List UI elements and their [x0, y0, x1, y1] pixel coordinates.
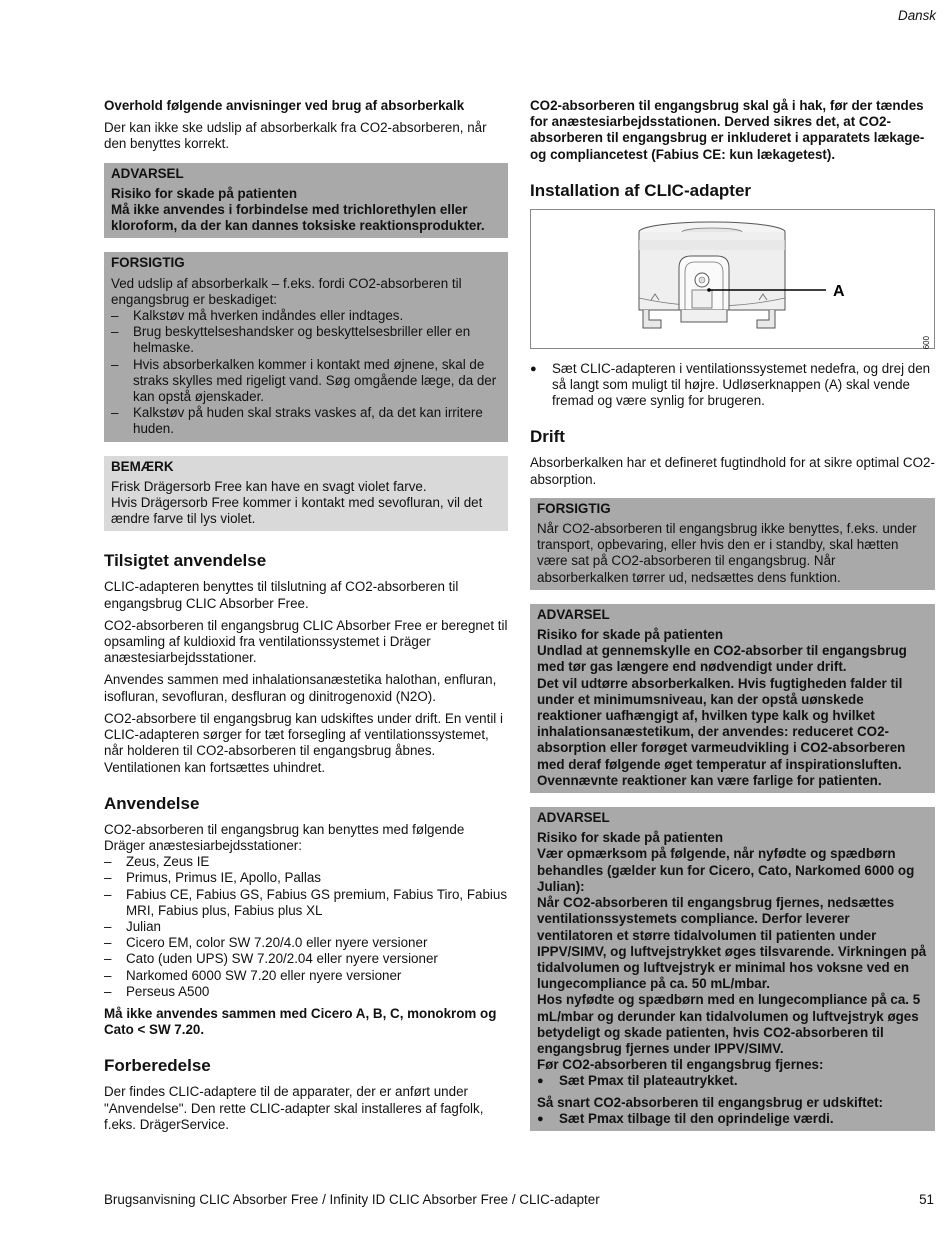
- left-column: [104, 98, 508, 1139]
- section-heading-use: Anvendelse: [104, 793, 200, 813]
- list-item: – Zeus, Zeus IE: [104, 854, 210, 870]
- warning-text: Må ikke anvendes i forbindelse med trichlorethylen eller kloroform, da der kan dannes toksiske reaktionsprodukter.: [111, 202, 485, 234]
- section-heading-intended-use: Tilsigtet anvendelse: [104, 551, 267, 571]
- note-box: [104, 456, 508, 532]
- bullet-item: ● Sæt CLIC-adapteren i ventilationssystemet nedefra, og drej den så langt som muligt til højre. Udløserknappen (A) skal vende fremad og være synlig for brugeren.: [530, 360, 931, 409]
- caution-box-1: [104, 252, 508, 441]
- top-bold-paragraph: CO2-absorberen til engangsbrug skal gå i hak, før der tændes for anæstesiarbejdsstationen. Derved sikres det, at CO2-absorberen til engangsbrug er inkluderet i apparatets lækage- og compliancetest (Fabius CE: kun lækagetest).: [530, 98, 925, 162]
- list-item: – Primus, Primus IE, Apollo, Pallas: [104, 870, 321, 886]
- page-number: 51: [919, 1192, 934, 1207]
- footer-title: Brugsanvisning CLIC Absorber Free / Infinity ID CLIC Absorber Free / CLIC-adapter: [104, 1192, 600, 1207]
- caution-title: FORSIGTIG: [537, 500, 611, 516]
- warning-title: ADVARSEL: [537, 810, 610, 826]
- section-heading-preparation: Forberedelse: [104, 1056, 211, 1076]
- warning-text: Så snart CO2-absorberen til engangsbrug er udskiftet:: [537, 1094, 883, 1110]
- list-item: – Narkomed 6000 SW 7.20 eller nyere versioner: [104, 967, 402, 983]
- list-item: – Cicero EM, color SW 7.20/4.0 eller nyere versioner: [104, 935, 428, 951]
- warning-box-3: [530, 807, 935, 1131]
- intro-text: Der kan ikke ske udslip af absorberkalk fra CO2-absorberen, når den benyttes korrekt.: [104, 120, 487, 152]
- caution-box-2: [530, 498, 935, 590]
- paragraph: Absorberkalken har et defineret fugtindhold for at sikre optimal CO2-absorption.: [530, 455, 935, 487]
- language-label: Dansk: [898, 8, 936, 23]
- warning-subtitle: Risiko for skade på patienten: [537, 830, 724, 846]
- warning-subtitle: Risiko for skade på patienten: [111, 185, 298, 201]
- paragraph: Anvendes sammen med inhalationsanæstetika halothan, enfluran, isofluran, sevofluran, desfluran og dinitrogenoxid (N2O).: [104, 672, 497, 704]
- warning-box-1: [104, 163, 508, 239]
- list-item: – Kalkstøv på huden skal straks vaskes af, da det kan irritere huden.: [111, 405, 483, 437]
- warning-text: Undlad at gennemskylle en CO2-absorber til engangsbrug med tør gas længere end nødvendigt under drift.: [537, 643, 907, 675]
- use-intro: CO2-absorberen til engangsbrug kan benyttes med følgende Dräger anæstesiarbejdsstationer:: [104, 821, 465, 853]
- note-line-2: Hvis Drägersorb Free kommer i kontakt med sevofluran, vil det ændre farve til lys violet.: [111, 495, 483, 527]
- warning-title: ADVARSEL: [537, 606, 610, 622]
- note-line-1: Frisk Drägersorb Free kan have en svagt violet farve.: [111, 478, 427, 494]
- list-item: – Hvis absorberkalken kommer i kontakt med øjnene, skal de straks skylles med rigeligt vand. Søg omgående læge, da der kan opstå øjenskader.: [111, 356, 497, 405]
- paragraph: Der findes CLIC-adaptere til de apparater, der er anført under "Anvendelse". Den rette CLIC-adapter skal installeres af fagfolk, f.eks. DrägerService.: [104, 1084, 484, 1132]
- caution-title: FORSIGTIG: [111, 255, 185, 271]
- caution-text: Når CO2-absorberen til engangsbrug ikke benyttes, f.eks. under transport, opbevaring, eller hvis den er i standby, skal hætten være sat på CO2-absorberen til engangsbrug. Når absorberkalken tørrer ud, nedsættes dens funktion.: [537, 521, 917, 585]
- intro-heading: Overhold følgende anvisninger ved brug af absorberkalk: [104, 98, 465, 113]
- clic-adapter-illustration: [531, 210, 934, 348]
- list-item: – Cato (uden UPS) SW 7.20/2.04 eller nyere versioner: [104, 951, 438, 967]
- warning-box-2: [530, 604, 935, 793]
- figure-callout-label: A: [833, 282, 845, 300]
- warning-text: Før CO2-absorberen til engangsbrug fjernes:: [537, 1057, 824, 1073]
- figure-number: 009: [921, 336, 930, 350]
- warning-subtitle: Risiko for skade på patienten: [537, 627, 724, 643]
- list-item: – Julian: [104, 918, 161, 934]
- section-heading-installation: Installation af CLIC-adapter: [530, 180, 752, 200]
- use-restriction: Må ikke anvendes sammen med Cicero A, B, C, monokrom og Cato < SW 7.20.: [104, 1005, 497, 1038]
- paragraph: CO2-absorberen til engangsbrug CLIC Absorber Free er beregnet til opsamling af kuldioxid fra ventilationssystemet i Dräger anæstesiarbejdsstationer.: [104, 617, 508, 666]
- note-title: BEMÆRK: [111, 458, 174, 474]
- list-item: – Brug beskyttelseshandsker og beskyttelsesbriller eller en helmaske.: [111, 324, 471, 356]
- list-item: – Perseus A500: [104, 983, 210, 999]
- paragraph: CLIC-adapteren benyttes til tilslutning af CO2-absorberen til engangsbrug CLIC Absorber Free.: [104, 579, 459, 611]
- clic-adapter-figure: [530, 209, 935, 349]
- right-column: [530, 98, 935, 1145]
- list-item: – Kalkstøv må hverken indåndes eller indtages.: [111, 308, 404, 324]
- warning-text: Når CO2-absorberen til engangsbrug fjernes, nedsættes ventilationssystemets compliance. Derfor leverer ventilatoren et større tidalvolumen til patienten under IPPV/SIMV, og luftvejstrykket øges tilsvarende. Virkningen på tidalvolumen og luftvejstryk er minimal hos voksne ved en lungecompliance på ca. 50 mL/mbar.: [537, 895, 927, 992]
- warning-title: ADVARSEL: [111, 165, 184, 181]
- section-heading-operation: Drift: [530, 427, 565, 447]
- caution-text: Ved udslip af absorberkalk – f.eks. fordi CO2-absorberen til engangsbrug er beskadiget:: [111, 275, 462, 307]
- bullet-item: ● Sæt Pmax tilbage til den oprindelige værdi.: [537, 1110, 834, 1126]
- bullet-item: ● Sæt Pmax til plateautrykket.: [537, 1073, 738, 1089]
- paragraph: CO2-absorbere til engangsbrug kan udskiftes under drift. En ventil i CLIC-adapteren sørger for tæt forsegling af ventilationssystemet, når holderen til CO2-absorberen til engangsbrug åbnes. Ventilationen kan fortsættes uhindret.: [104, 710, 503, 775]
- warning-text: Hos nyfødte og spædbørn med en lungecompliance på ca. 5 mL/mbar og derunder kan tidalvolumen og luftvejstryk øges betydeligt og skade patienten, hvis CO2-absorberen til engangsbrug fjernes under IPPV/SIMV.: [537, 992, 921, 1056]
- warning-text: Det vil udtørre absorberkalken. Hvis fugtigheden falder til under et minimumsniveau, kan der opstå uønskede reaktioner uafhængigt af, hvilken type kalk og hvilket inhalationsanæstetikum, der anvendes: reduceret CO2-absorption eller forøget varmeudvikling i CO2-absorberen med deraf følgende øget temperatur af inspirationsluften. Ovennævnte reaktioner kan være farlige for patienten.: [537, 675, 906, 788]
- list-item: – Fabius CE, Fabius GS, Fabius GS premium, Fabius Tiro, Fabius MRI, Fabius plus, Fabius plus XL: [104, 886, 508, 918]
- warning-text: Vær opmærksom på følgende, når nyfødte og spædbørn behandles (gælder kun for Cicero, Cato, Narkomed 6000 og Julian):: [537, 846, 915, 894]
